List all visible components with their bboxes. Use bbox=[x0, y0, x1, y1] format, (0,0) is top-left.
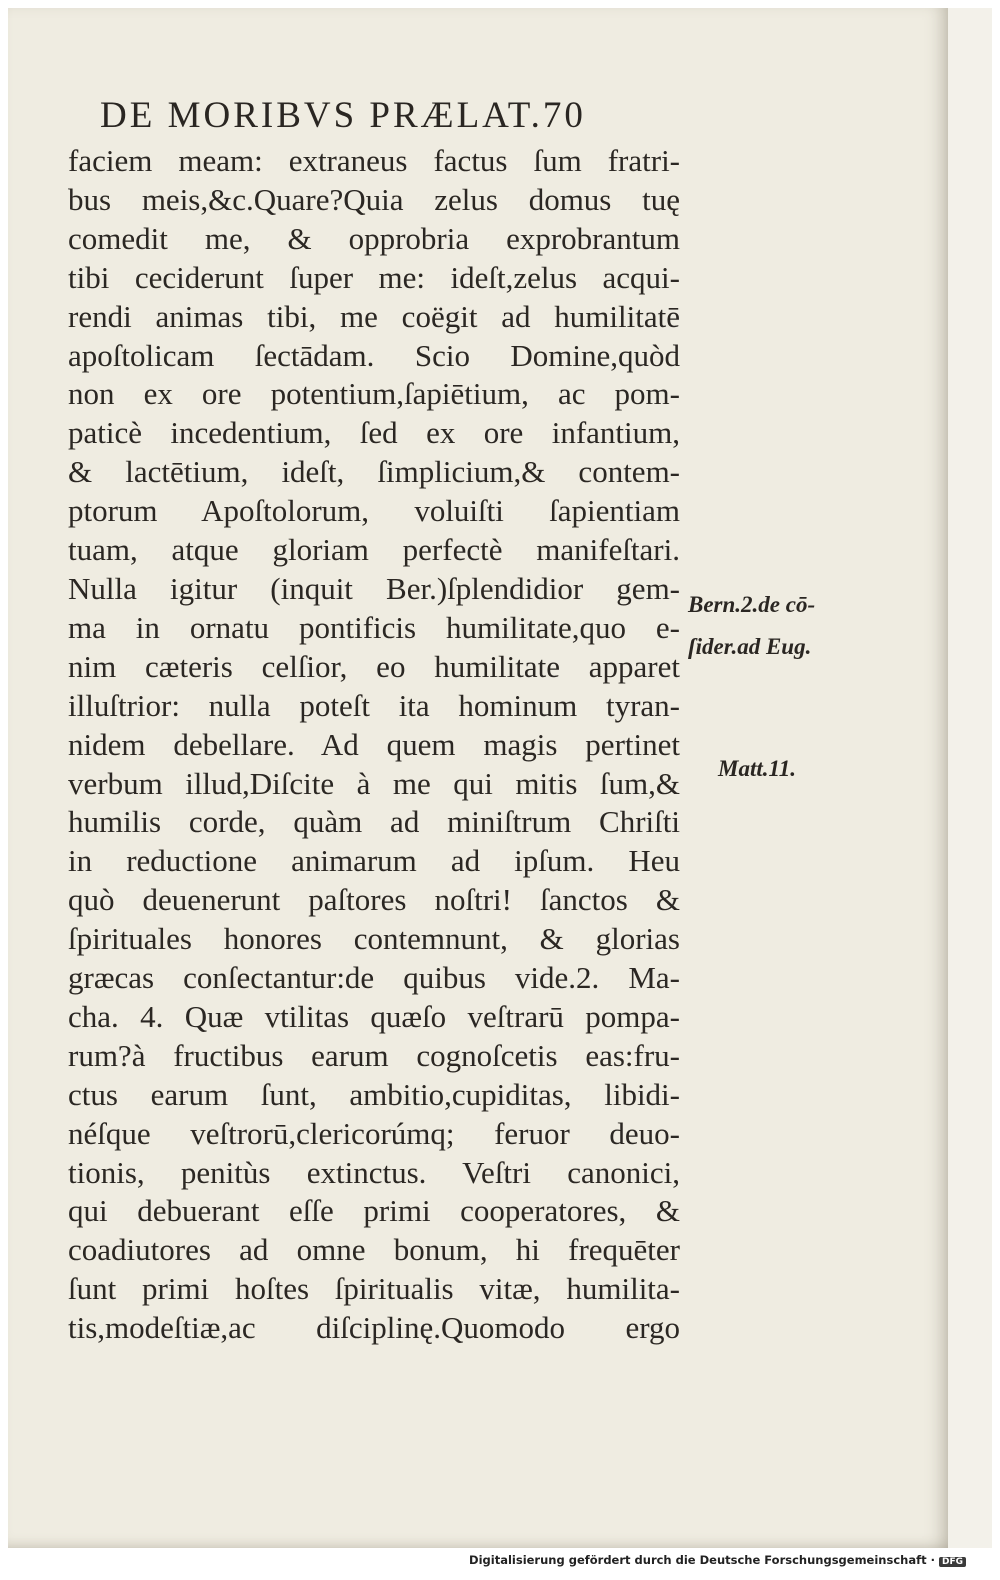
marginal-note-matt: Matt.11. bbox=[718, 756, 796, 781]
text-line: qui debuerant eſſe primi cooperatores, & bbox=[68, 1193, 680, 1229]
text-line: cha. 4. Quæ vtilitas quæſo veſtrarū pompa- bbox=[68, 998, 680, 1034]
text-line: græcas conſectantur:de quibus vide.2. Ma- bbox=[68, 960, 680, 996]
text-line: rendi animas tibi, me coëgit ad humilitatē bbox=[68, 298, 680, 334]
text-line: bus meis,&c.Quare?Quia zelus domus tuę bbox=[68, 181, 680, 217]
text-line: coadiutores ad omne bonum, hi frequēter bbox=[68, 1232, 680, 1268]
text-line: ſpirituales honores contemnunt, & glorias bbox=[68, 921, 680, 957]
text-line: illuſtrior: nulla poteſt ita hominum tyran- bbox=[68, 687, 680, 723]
text-line: Nulla igitur (inquit Ber.)ſplendidior gem- bbox=[68, 570, 680, 606]
text-line: ma in ornatu pontificis humilitate,quo e- bbox=[68, 609, 680, 645]
text-line: humilis corde, quàm ad miniſtrum Chriſti bbox=[68, 804, 680, 840]
text-line: rum?à fructibus earum cognoſcetis eas:fru- bbox=[68, 1037, 680, 1073]
text-line: ptorum Apoſtolorum, voluiſti ſapientiam bbox=[68, 493, 680, 529]
running-head bbox=[100, 94, 680, 137]
text-line: tuam, atque gloriam perfectè manifeſtari. bbox=[68, 532, 680, 568]
text-line: ctus earum ſunt, ambitio,cupiditas, libidi- bbox=[68, 1076, 680, 1112]
text-line: tibi ceciderunt ſuper me: ideſt,zelus acqui- bbox=[68, 259, 680, 295]
text-line: tis,modeſtiæ,ac diſciplinę.Quomodo ergo bbox=[68, 1310, 680, 1346]
page-edge bbox=[948, 8, 992, 1548]
running-head-title: DE MORIBVS PRÆLAT. bbox=[100, 95, 543, 136]
text-line: tionis, penitùs extinctus. Veſtri canonici, bbox=[68, 1154, 680, 1190]
text-line: faciem meam: extraneus factus ſum fratri- bbox=[68, 143, 680, 178]
text-line: paticè incedentium, ſed ex ore infantium, bbox=[68, 415, 680, 451]
page-number: 70 bbox=[542, 95, 586, 136]
footer-text: Digitalisierung gefördert durch die Deutsche Forschungsgemeinschaft · bbox=[469, 1553, 935, 1567]
text-line: apoſtolicam ſectādam. Scio Domine,quòd bbox=[68, 337, 680, 373]
dfg-logo-icon: DFG bbox=[939, 1557, 966, 1567]
text-line: verbum illud,Diſcite à me qui mitis ſum,& bbox=[68, 765, 680, 801]
text-line: néſque veſtrorū,clericorúmq; feruor deuo- bbox=[68, 1115, 680, 1151]
body-text bbox=[68, 142, 688, 1348]
text-line: ſunt primi hoſtes ſpiritualis vitæ, humilita- bbox=[68, 1271, 680, 1307]
text-line: & lactētium, ideſt, ſimplicium,& contem- bbox=[68, 454, 680, 490]
marginal-note-bern-1: Bern.2.de cō- bbox=[688, 592, 816, 617]
text-line: nim cæteris celſior, eo humilitate apparet bbox=[68, 648, 680, 684]
text-line: comedit me, & opprobria exprobrantum bbox=[68, 220, 680, 256]
text-line: nidem debellare. Ad quem magis pertinet bbox=[68, 726, 680, 762]
marginal-note-bern-2: ſider.ad Eug. bbox=[688, 634, 812, 659]
text-line: in reductione animarum ad ipſum. Heu bbox=[68, 843, 680, 879]
digitization-footer bbox=[469, 1553, 966, 1567]
text-line: quò deuenerunt paſtores noſtri! ſanctos & bbox=[68, 882, 680, 918]
text-line: non ex ore potentium,ſapiētium, ac pom- bbox=[68, 376, 680, 412]
